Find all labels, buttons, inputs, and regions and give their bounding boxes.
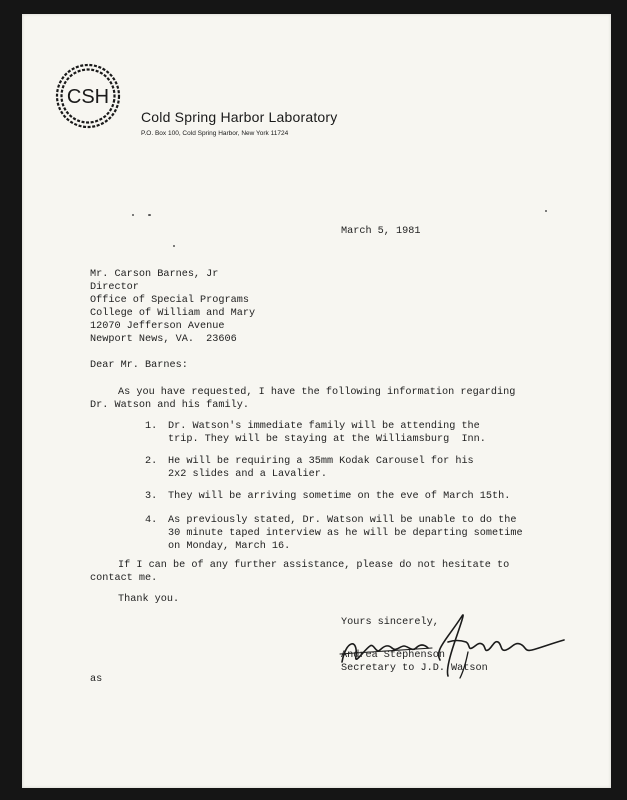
paper-speck bbox=[173, 245, 175, 247]
list-item-text: on Monday, March 16. bbox=[168, 541, 291, 552]
thank-you: Thank you. bbox=[118, 594, 180, 605]
list-item-text: They will be arriving sometime on the eve of March 15th. bbox=[168, 491, 511, 502]
organization-address: P.O. Box 100, Cold Spring Harbor, New York 11724 bbox=[141, 130, 289, 137]
list-item-number: 1. bbox=[145, 421, 158, 432]
paper-speck bbox=[132, 214, 134, 216]
letter-page bbox=[22, 14, 611, 788]
list-item-text: Dr. Watson's immediate family will be attending the bbox=[168, 421, 480, 432]
recipient-city: Newport News, VA. 23606 bbox=[90, 334, 237, 345]
letter-date: March 5, 1981 bbox=[341, 226, 421, 237]
signer-title: Secretary to J.D. Watson bbox=[341, 663, 488, 674]
csh-logo-icon bbox=[54, 62, 122, 130]
list-item-text: 2x2 slides and a Lavalier. bbox=[168, 469, 327, 480]
list-item-number: 2. bbox=[145, 456, 158, 467]
paper-speck bbox=[148, 214, 151, 216]
list-item-number: 4. bbox=[145, 515, 158, 526]
typist-initials: as bbox=[90, 674, 103, 685]
paper-speck bbox=[545, 210, 547, 212]
salutation: Dear Mr. Barnes: bbox=[90, 360, 188, 371]
recipient-institution: College of William and Mary bbox=[90, 308, 256, 319]
intro-line: Dr. Watson and his family. bbox=[90, 400, 249, 411]
intro-line: As you have requested, I have the following information regarding bbox=[118, 387, 516, 398]
signer-name: Andrea Stephenson bbox=[341, 650, 445, 661]
list-item-text: He will be requiring a 35mm Kodak Carousel for his bbox=[168, 456, 474, 467]
list-item-text: trip. They will be staying at the Williamsburg Inn. bbox=[168, 434, 486, 445]
list-item-text: As previously stated, Dr. Watson will be unable to do the bbox=[168, 515, 517, 526]
list-item-text: 30 minute taped interview as he will be departing sometime bbox=[168, 528, 523, 539]
recipient-title: Director bbox=[90, 282, 139, 293]
logo-text: CSH bbox=[66, 86, 110, 108]
recipient-name: Mr. Carson Barnes, Jr bbox=[90, 269, 219, 280]
valediction: Yours sincerely, bbox=[341, 617, 439, 628]
recipient-street: 12070 Jefferson Avenue bbox=[90, 321, 225, 332]
recipient-office: Office of Special Programs bbox=[90, 295, 249, 306]
list-item-number: 3. bbox=[145, 491, 158, 502]
closing-paragraph-line: contact me. bbox=[90, 573, 158, 584]
organization-name: Cold Spring Harbor Laboratory bbox=[141, 109, 338, 125]
closing-paragraph-line: If I can be of any further assistance, please do not hesitate to bbox=[118, 560, 510, 571]
